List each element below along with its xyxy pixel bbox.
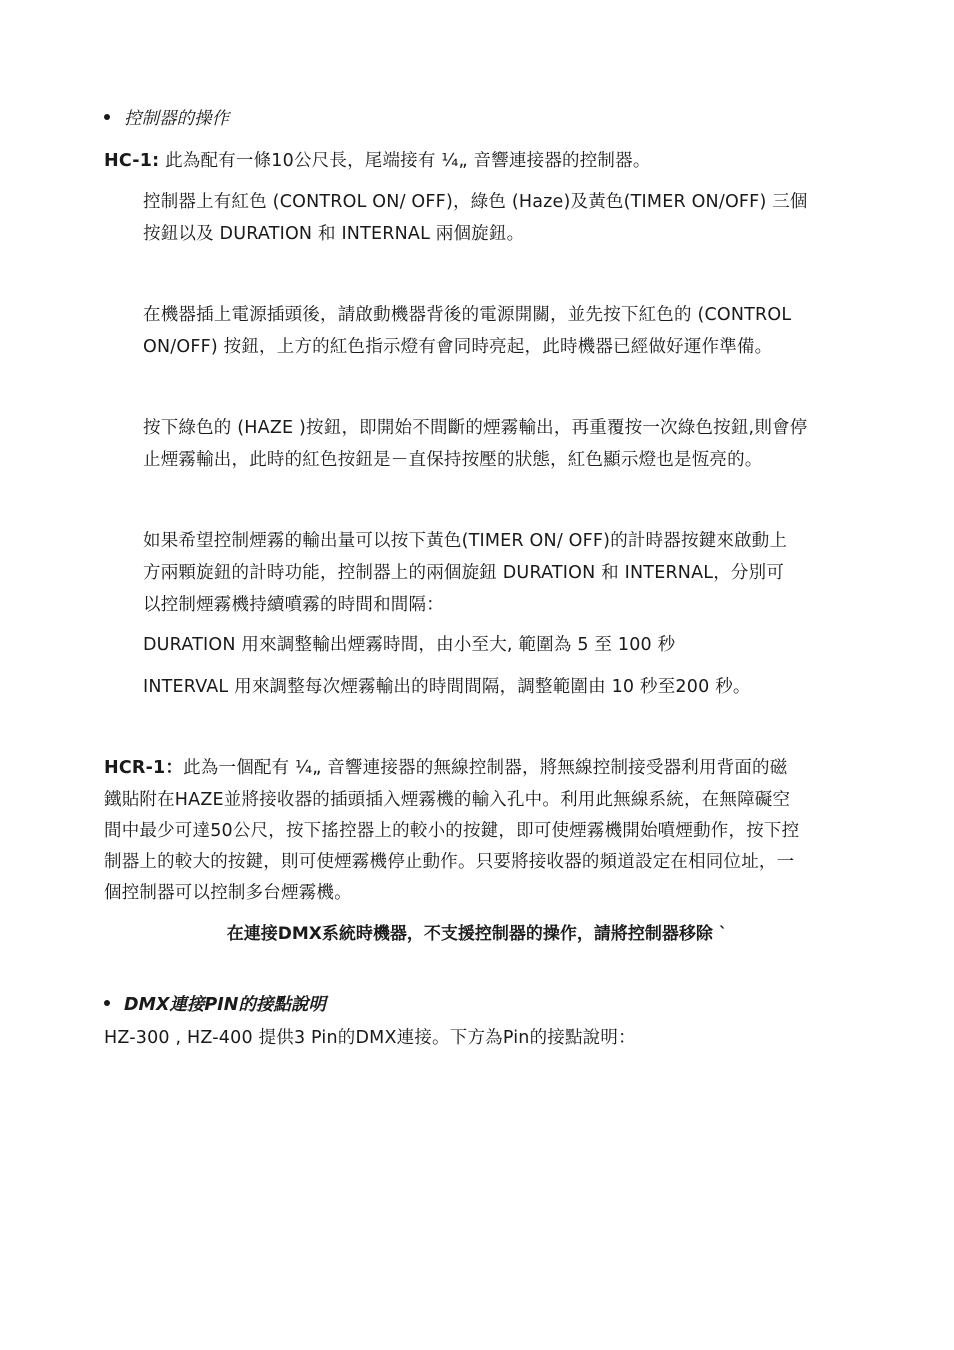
hc1-p4-line: 方兩顆旋鈕的計時功能，控制器上的兩個旋鈕 DURATION 和 INTERNAL，分別可 (143, 563, 785, 583)
section-title: 控制器的操作 (124, 109, 229, 129)
section-title: DMX連接PIN的接點說明 (124, 995, 326, 1015)
hcr1-line: 制器上的較大的按鍵，則可使煙霧機停止動作。只要將接收器的頻道設定在相同位址，一 (104, 852, 795, 872)
hc1-p1-line: 控制器上有紅色 (CONTROL ON/ OFF)，綠色 (Haze)及黃色(TIMER ON/OFF) 三個 (143, 192, 808, 212)
hc1-p4-line: 如果希望控制煙霧的輸出量可以按下黃色(TIMER ON/ OFF)的計時器按鍵來啟動上 (143, 531, 788, 551)
hc1-label: HC-1: (104, 151, 160, 171)
interval-description: INTERVAL 用來調整每次煙霧輸出的時間間隔，調整範圍由 10 秒至200 秒。 (143, 677, 751, 697)
hc1-p1-line: 按鈕以及 DURATION 和 INTERNAL 兩個旋鈕。 (143, 224, 525, 244)
hc1-intro (104, 150, 651, 172)
dmx-warning-note: 在連接DMX系統時機器，不支援控制器的操作，請將控制器移除 ` (226, 924, 728, 944)
hc1-p3-line: 按下綠色的 (HAZE )按鈕，即開始不間斷的煙霧輸出，再重覆按一次綠色按鈕,則會停 (143, 418, 808, 438)
hc1-p2-line: 在機器插上電源插頭後，請啟動機器背後的電源開關，並先按下紅色的 (CONTROL (143, 305, 792, 325)
bullet-icon (104, 1000, 110, 1006)
hcr1-line (104, 757, 787, 779)
section-heading-dmx-pin (104, 994, 326, 1016)
hc1-intro-text: 此為配有一條10公尺長，尾端接有 ¼„ 音響連接器的控制器。 (159, 151, 651, 171)
hcr1-line: 個控制器可以控制多台煙霧機。 (104, 883, 352, 903)
hcr1-line: 間中最少可達50公尺，按下搖控器上的較小的按鍵，即可使煙霧機開始噴煙動作，按下控 (104, 821, 800, 841)
hcr1-line: 鐵貼附在HAZE並將接收器的插頭插入煙霧機的輸入孔中。利用此無線系統，在無障礙空 (104, 790, 791, 810)
hc1-p4-line: 以控制煙霧機持續噴霧的時間和間隔： (143, 595, 444, 615)
duration-description: DURATION 用來調整輸出煙霧時間，由小至大, 範圍為 5 至 100 秒 (143, 635, 676, 655)
section-heading-controller-operation (104, 108, 229, 130)
bullet-icon (104, 114, 110, 120)
hcr1-line-text: 此為一個配有 ¼„ 音響連接器的無線控制器，將無線控制接受器利用背面的磁 (183, 758, 788, 778)
hc1-p3-line: 止煙霧輸出，此時的紅色按鈕是－直保持按壓的狀態，紅色顯示燈也是恆亮的。 (143, 450, 763, 470)
hc1-p2-line: ON/OFF) 按鈕，上方的紅色指示燈有會同時亮起，此時機器已經做好運作準備。 (143, 337, 773, 357)
hcr1-label: HCR-1： (104, 758, 184, 778)
dmx-pin-intro: HZ-300 , HZ-400 提供3 Pin的DMX連接。下方為Pin的接點說明： (104, 1028, 636, 1048)
